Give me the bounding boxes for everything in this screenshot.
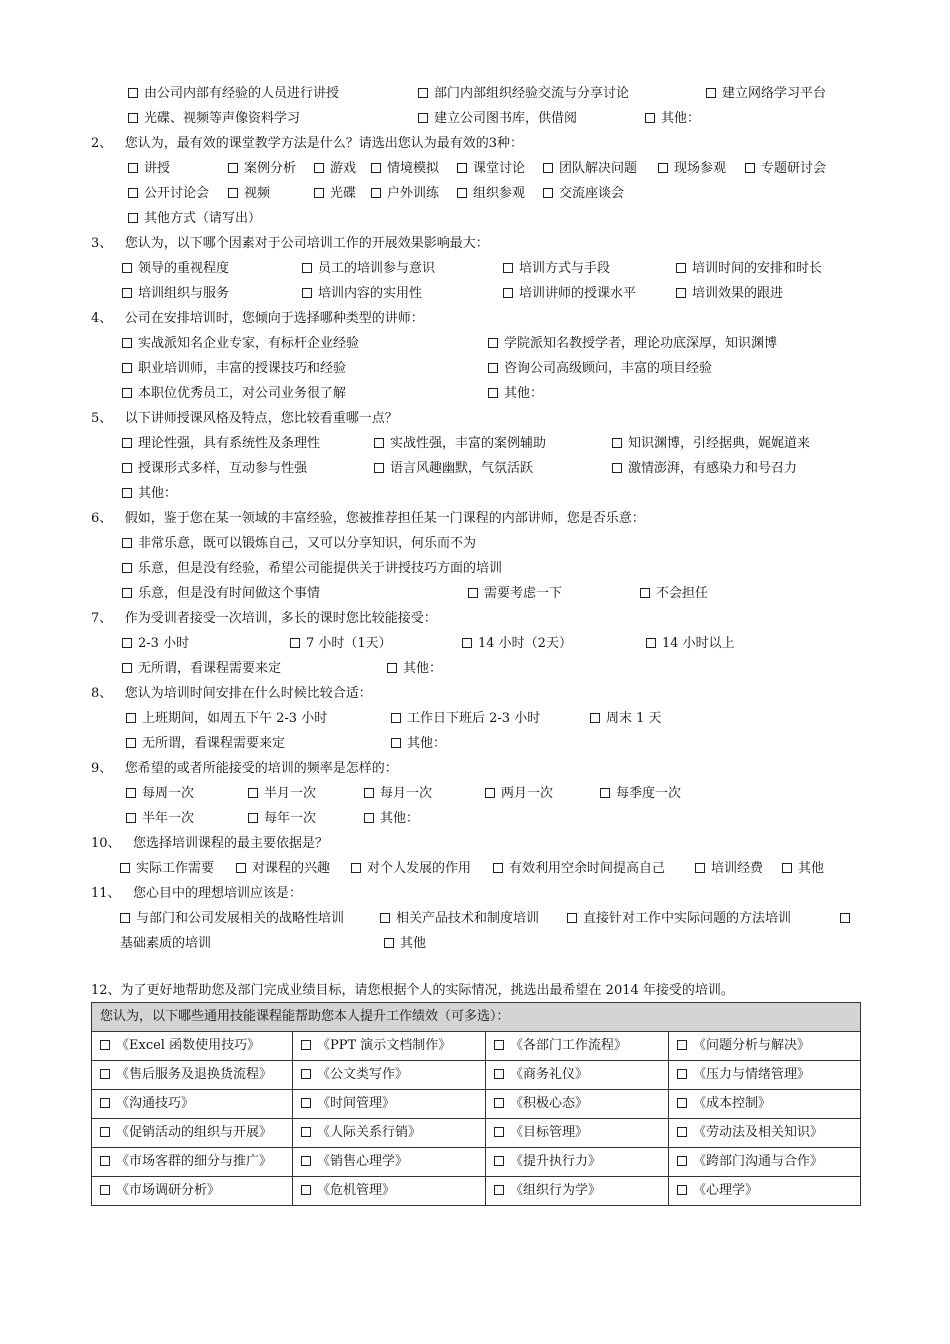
checkbox-icon[interactable] bbox=[387, 663, 397, 673]
checkbox-icon[interactable] bbox=[380, 913, 390, 923]
q5-option[interactable]: 实战性强，丰富的案例辅助 bbox=[374, 435, 546, 453]
q9-option[interactable]: 每年一次 bbox=[248, 810, 316, 828]
checkbox-icon[interactable] bbox=[418, 113, 428, 123]
q6-option[interactable]: 非常乐意，既可以锻炼自己，又可以分享知识，何乐而不为 bbox=[122, 535, 476, 553]
checkbox-icon[interactable] bbox=[290, 638, 300, 648]
course-cell[interactable]: 《各部门工作流程》 bbox=[486, 1032, 669, 1061]
checkbox-icon[interactable] bbox=[391, 713, 401, 723]
checkbox-icon[interactable] bbox=[302, 263, 312, 273]
q10-option[interactable]: 对课程的兴趣 bbox=[236, 860, 330, 878]
checkbox-icon[interactable] bbox=[100, 1127, 110, 1137]
checkbox-icon[interactable] bbox=[494, 1040, 504, 1050]
q9-option[interactable]: 每周一次 bbox=[126, 785, 194, 803]
checkbox-icon[interactable] bbox=[646, 638, 656, 648]
checkbox-icon[interactable] bbox=[677, 1040, 687, 1050]
checkbox-icon[interactable] bbox=[488, 338, 498, 348]
question-10: 10、 您选择培训课程的最主要依据是？ bbox=[91, 836, 328, 851]
q9-option[interactable]: 其他： bbox=[364, 810, 419, 828]
q1-option[interactable]: 由公司内部有经验的人员进行讲授 bbox=[128, 85, 339, 103]
checkbox-icon[interactable] bbox=[301, 1185, 311, 1195]
table-row bbox=[92, 1090, 861, 1119]
q7-option[interactable]: 其他： bbox=[387, 660, 442, 678]
checkbox-icon[interactable] bbox=[503, 263, 513, 273]
q10-option[interactable]: 培训经费 bbox=[695, 860, 763, 878]
question-9: 9、 您希望的或者所能接受的培训的频率是怎样的： bbox=[91, 761, 398, 776]
q1-option[interactable]: 其他： bbox=[645, 110, 700, 128]
q5-option[interactable]: 授课形式多样，互动参与性强 bbox=[122, 460, 307, 478]
checkbox-icon[interactable] bbox=[567, 913, 577, 923]
checkbox-icon[interactable] bbox=[364, 788, 374, 798]
checkbox-icon[interactable] bbox=[301, 1040, 311, 1050]
table-row bbox=[92, 1032, 861, 1061]
checkbox-icon[interactable] bbox=[543, 163, 553, 173]
checkbox-icon[interactable] bbox=[228, 188, 238, 198]
q4-option[interactable]: 其他： bbox=[488, 385, 543, 403]
checkbox-icon[interactable] bbox=[122, 438, 132, 448]
checkbox-icon[interactable] bbox=[503, 288, 513, 298]
checkbox-icon[interactable] bbox=[677, 1127, 687, 1137]
checkbox-icon[interactable] bbox=[676, 263, 686, 273]
q1-option[interactable]: 部门内部组织经验交流与分享讨论 bbox=[418, 85, 629, 103]
course-cell[interactable]: 《心理学》 bbox=[669, 1177, 861, 1206]
q2-option[interactable]: 专题研讨会 bbox=[745, 160, 826, 178]
q7-option[interactable]: 无所谓，看课程需要来定 bbox=[122, 660, 281, 678]
checkbox-icon[interactable] bbox=[677, 1185, 687, 1195]
q11-option-label: 基础素质的培训 bbox=[120, 936, 212, 951]
q3-option[interactable]: 培训组织与服务 bbox=[122, 285, 229, 303]
q11-option[interactable]: 其他 bbox=[384, 935, 426, 953]
q8-option[interactable]: 周末 1 天 bbox=[590, 710, 662, 728]
table-row bbox=[92, 1148, 861, 1177]
q11-option[interactable]: 直接针对工作中实际问题的方法培训 bbox=[567, 910, 791, 928]
q6-option[interactable]: 乐意，但是没有时间做这个事情 bbox=[122, 585, 320, 603]
checkbox-icon[interactable] bbox=[612, 438, 622, 448]
checkbox-icon[interactable] bbox=[122, 463, 132, 473]
checkbox-icon[interactable] bbox=[128, 88, 138, 98]
q2-option[interactable]: 讲授 bbox=[128, 160, 170, 178]
checkbox-icon[interactable] bbox=[590, 713, 600, 723]
course-cell[interactable]: 《商务礼仪》 bbox=[486, 1061, 669, 1090]
checkbox-icon[interactable] bbox=[126, 713, 136, 723]
q9-option[interactable]: 半年一次 bbox=[126, 810, 194, 828]
checkbox-icon[interactable] bbox=[122, 363, 132, 373]
checkbox-icon[interactable] bbox=[122, 263, 132, 273]
checkbox-icon[interactable] bbox=[301, 1156, 311, 1166]
course-cell[interactable]: 《跨部门沟通与合作》 bbox=[669, 1148, 861, 1177]
question-3: 3、 您认为，以下哪个因素对于公司培训工作的开展效果影响最大： bbox=[91, 236, 489, 251]
checkbox-icon[interactable] bbox=[658, 163, 668, 173]
question-12: 12、为了更好地帮助您及部门完成业绩目标，请您根据个人的实际情况，挑选出最希望在 2014 年接受的培训。 bbox=[91, 983, 734, 998]
checkbox-icon[interactable] bbox=[677, 1098, 687, 1108]
course-cell[interactable]: 《组织行为学》 bbox=[486, 1177, 669, 1206]
course-cell[interactable]: 《问题分析与解决》 bbox=[669, 1032, 861, 1061]
training-course-table bbox=[91, 1002, 861, 1206]
checkbox-icon[interactable] bbox=[493, 863, 503, 873]
checkbox-icon[interactable] bbox=[706, 88, 716, 98]
course-cell[interactable]: 《PPT 演示文档制作》 bbox=[293, 1032, 486, 1061]
checkbox-icon[interactable] bbox=[122, 563, 132, 573]
checkbox-icon[interactable] bbox=[120, 863, 130, 873]
checkbox-icon[interactable] bbox=[676, 288, 686, 298]
course-cell[interactable]: 《时间管理》 bbox=[293, 1090, 486, 1119]
q5-option[interactable]: 激情澎湃，有感染力和号召力 bbox=[612, 460, 797, 478]
checkbox-icon[interactable] bbox=[418, 88, 428, 98]
checkbox-icon[interactable] bbox=[128, 163, 138, 173]
checkbox-icon[interactable] bbox=[494, 1098, 504, 1108]
q11-option-checkbox[interactable] bbox=[840, 910, 856, 928]
q6-option[interactable]: 不会担任 bbox=[640, 585, 708, 603]
course-cell[interactable]: 《危机管理》 bbox=[293, 1177, 486, 1206]
q3-option[interactable]: 培训内容的实用性 bbox=[302, 285, 422, 303]
q3-option[interactable]: 培训时间的安排和时长 bbox=[676, 260, 822, 278]
q1-option[interactable]: 建立网络学习平台 bbox=[706, 85, 826, 103]
q10-option[interactable]: 其他 bbox=[782, 860, 824, 878]
checkbox-icon[interactable] bbox=[122, 288, 132, 298]
q6-option[interactable]: 乐意，但是没有经验，希望公司能提供关于讲授技巧方面的培训 bbox=[122, 560, 502, 578]
q7-option[interactable]: 2-3 小时 bbox=[122, 635, 189, 653]
checkbox-icon[interactable] bbox=[745, 163, 755, 173]
checkbox-icon[interactable] bbox=[677, 1156, 687, 1166]
checkbox-icon[interactable] bbox=[374, 463, 384, 473]
q5-option[interactable]: 语言风趣幽默，气氛活跃 bbox=[374, 460, 533, 478]
course-cell[interactable]: 《售后服务及退换货流程》 bbox=[92, 1061, 293, 1090]
checkbox-icon[interactable] bbox=[122, 538, 132, 548]
q2-option[interactable]: 户外训练 bbox=[371, 185, 439, 203]
q4-option[interactable]: 咨询公司高级顾问，丰富的项目经验 bbox=[488, 360, 712, 378]
checkbox-icon[interactable] bbox=[248, 788, 258, 798]
course-cell[interactable]: 《促销活动的组织与开展》 bbox=[92, 1119, 293, 1148]
checkbox-icon[interactable] bbox=[677, 1069, 687, 1079]
checkbox-icon[interactable] bbox=[391, 738, 401, 748]
checkbox-icon[interactable] bbox=[462, 638, 472, 648]
checkbox-icon[interactable] bbox=[120, 913, 130, 923]
checkbox-icon[interactable] bbox=[126, 738, 136, 748]
checkbox-icon[interactable] bbox=[640, 588, 650, 598]
q10-option[interactable]: 实际工作需要 bbox=[120, 860, 214, 878]
checkbox-icon[interactable] bbox=[468, 588, 478, 598]
course-cell[interactable]: 《公文类写作》 bbox=[293, 1061, 486, 1090]
checkbox-icon[interactable] bbox=[122, 663, 132, 673]
checkbox-icon[interactable] bbox=[100, 1098, 110, 1108]
q4-option[interactable]: 本职位优秀员工，对公司业务很了解 bbox=[122, 385, 346, 403]
checkbox-icon[interactable] bbox=[351, 863, 361, 873]
q9-option[interactable]: 两月一次 bbox=[485, 785, 553, 803]
checkbox-icon[interactable] bbox=[488, 388, 498, 398]
q2-option[interactable]: 其他方式（请写出） bbox=[128, 210, 261, 228]
q2-option[interactable]: 交流座谈会 bbox=[543, 185, 624, 203]
checkbox-icon[interactable] bbox=[228, 163, 238, 173]
q5-option[interactable]: 其他： bbox=[122, 485, 177, 503]
checkbox-icon[interactable] bbox=[494, 1069, 504, 1079]
table-header: 您认为，以下哪些通用技能课程能帮助您本人提升工作绩效（可多选）： bbox=[92, 1003, 861, 1032]
q4-option[interactable]: 实战派知名企业专家，有标杆企业经验 bbox=[122, 335, 359, 353]
course-cell[interactable]: 《销售心理学》 bbox=[293, 1148, 486, 1177]
checkbox-icon[interactable] bbox=[494, 1156, 504, 1166]
checkbox-icon[interactable] bbox=[122, 638, 132, 648]
q10-option[interactable]: 对个人发展的作用 bbox=[351, 860, 471, 878]
q3-option[interactable]: 培训方式与手段 bbox=[503, 260, 610, 278]
checkbox-icon[interactable] bbox=[494, 1127, 504, 1137]
q8-option[interactable]: 无所谓，看课程需要来定 bbox=[126, 735, 285, 753]
question-11: 11、 您心目中的理想培训应该是： bbox=[91, 886, 302, 901]
course-cell[interactable]: 《提升执行力》 bbox=[486, 1148, 669, 1177]
q2-option[interactable]: 游戏 bbox=[314, 160, 356, 178]
checkbox-icon[interactable] bbox=[100, 1156, 110, 1166]
checkbox-icon[interactable] bbox=[122, 338, 132, 348]
q7-option[interactable]: 7 小时（1天） bbox=[290, 635, 392, 653]
q2-option[interactable]: 案例分析 bbox=[228, 160, 296, 178]
checkbox-icon[interactable] bbox=[840, 913, 850, 923]
q2-option[interactable]: 公开讨论会 bbox=[128, 185, 209, 203]
checkbox-icon[interactable] bbox=[126, 813, 136, 823]
question-8: 8、 您认为培训时间安排在什么时候比较合适： bbox=[91, 686, 372, 701]
checkbox-icon[interactable] bbox=[645, 113, 655, 123]
checkbox-icon[interactable] bbox=[302, 288, 312, 298]
checkbox-icon[interactable] bbox=[371, 163, 381, 173]
q8-option[interactable]: 工作日下班后 2-3 小时 bbox=[391, 710, 540, 728]
q4-option[interactable]: 学院派知名教授学者，理论功底深厚，知识渊博 bbox=[488, 335, 777, 353]
checkbox-icon[interactable] bbox=[100, 1069, 110, 1079]
question-7: 7、 作为受训者接受一次培训，多长的课时您比较能接受： bbox=[91, 611, 437, 626]
checkbox-icon[interactable] bbox=[371, 188, 381, 198]
checkbox-icon[interactable] bbox=[122, 588, 132, 598]
q2-option[interactable]: 现场参观 bbox=[658, 160, 726, 178]
course-cell[interactable]: 《目标管理》 bbox=[486, 1119, 669, 1148]
q3-option[interactable]: 培训讲师的授课水平 bbox=[503, 285, 636, 303]
q8-option[interactable]: 上班期间，如周五下午 2-3 小时 bbox=[126, 710, 327, 728]
q9-option[interactable]: 每季度一次 bbox=[600, 785, 681, 803]
checkbox-icon[interactable] bbox=[384, 938, 394, 948]
checkbox-icon[interactable] bbox=[301, 1127, 311, 1137]
q3-option[interactable]: 培训效果的跟进 bbox=[676, 285, 783, 303]
course-cell[interactable]: 《Excel 函数使用技巧》 bbox=[92, 1032, 293, 1061]
q2-option[interactable]: 组织参观 bbox=[457, 185, 525, 203]
checkbox-icon[interactable] bbox=[100, 1040, 110, 1050]
checkbox-icon[interactable] bbox=[457, 163, 467, 173]
q2-option[interactable]: 视频 bbox=[228, 185, 270, 203]
checkbox-icon[interactable] bbox=[314, 188, 324, 198]
course-cell[interactable]: 《成本控制》 bbox=[669, 1090, 861, 1119]
checkbox-icon[interactable] bbox=[100, 1185, 110, 1195]
checkbox-icon[interactable] bbox=[374, 438, 384, 448]
q2-option[interactable]: 光碟 bbox=[314, 185, 356, 203]
checkbox-icon[interactable] bbox=[485, 788, 495, 798]
course-cell[interactable]: 《市场调研分析》 bbox=[92, 1177, 293, 1206]
course-cell[interactable]: 《积极心态》 bbox=[486, 1090, 669, 1119]
checkbox-icon[interactable] bbox=[695, 863, 705, 873]
checkbox-icon[interactable] bbox=[301, 1098, 311, 1108]
q4-option[interactable]: 职业培训师，丰富的授课技巧和经验 bbox=[122, 360, 346, 378]
q6-option[interactable]: 需要考虑一下 bbox=[468, 585, 562, 603]
checkbox-icon[interactable] bbox=[122, 388, 132, 398]
course-cell[interactable]: 《劳动法及相关知识》 bbox=[669, 1119, 861, 1148]
checkbox-icon[interactable] bbox=[457, 188, 467, 198]
q3-option[interactable]: 员工的培训参与意识 bbox=[302, 260, 435, 278]
q11-option[interactable]: 与部门和公司发展相关的战略性培训 bbox=[120, 910, 344, 928]
checkbox-icon[interactable] bbox=[494, 1185, 504, 1195]
table-row bbox=[92, 1177, 861, 1206]
checkbox-icon[interactable] bbox=[364, 813, 374, 823]
checkbox-icon[interactable] bbox=[128, 188, 138, 198]
q9-option[interactable]: 每月一次 bbox=[364, 785, 432, 803]
question-5: 5、 以下讲师授课风格及特点，您比较看重哪一点？ bbox=[91, 411, 398, 426]
checkbox-icon[interactable] bbox=[782, 863, 792, 873]
checkbox-icon[interactable] bbox=[612, 463, 622, 473]
course-cell[interactable]: 《沟通技巧》 bbox=[92, 1090, 293, 1119]
q3-option[interactable]: 领导的重视程度 bbox=[122, 260, 229, 278]
q9-option[interactable]: 半月一次 bbox=[248, 785, 316, 803]
q2-option[interactable]: 团队解决问题 bbox=[543, 160, 637, 178]
q1-option[interactable]: 建立公司图书库，供借阅 bbox=[418, 110, 577, 128]
table-row bbox=[92, 1061, 861, 1090]
checkbox-icon[interactable] bbox=[600, 788, 610, 798]
checkbox-icon[interactable] bbox=[128, 213, 138, 223]
course-cell[interactable]: 《人际关系行销》 bbox=[293, 1119, 486, 1148]
checkbox-icon[interactable] bbox=[301, 1069, 311, 1079]
question-4: 4、 公司在安排培训时，您倾向于选择哪种类型的讲师： bbox=[91, 311, 424, 326]
checkbox-icon[interactable] bbox=[122, 488, 132, 498]
q7-option[interactable]: 14 小时以上 bbox=[646, 635, 735, 653]
question-6: 6、 假如，鉴于您在某一领域的丰富经验，您被推荐担任某一门课程的内部讲师，您是否乐意： bbox=[91, 511, 645, 526]
q5-option[interactable]: 知识渊博，引经据典，娓娓道来 bbox=[612, 435, 810, 453]
q10-option[interactable]: 有效利用空余时间提高自己 bbox=[493, 860, 665, 878]
q8-option[interactable]: 其他： bbox=[391, 735, 446, 753]
checkbox-icon[interactable] bbox=[314, 163, 324, 173]
q5-option[interactable]: 理论性强，具有系统性及条理性 bbox=[122, 435, 320, 453]
q11-option[interactable]: 相关产品技术和制度培训 bbox=[380, 910, 539, 928]
q1-option[interactable]: 光碟、视频等声像资料学习 bbox=[128, 110, 300, 128]
checkbox-icon[interactable] bbox=[236, 863, 246, 873]
table-row bbox=[92, 1119, 861, 1148]
checkbox-icon[interactable] bbox=[248, 813, 258, 823]
q7-option[interactable]: 14 小时（2天） bbox=[462, 635, 572, 653]
q2-option[interactable]: 课堂讨论 bbox=[457, 160, 525, 178]
checkbox-icon[interactable] bbox=[543, 188, 553, 198]
course-cell[interactable]: 《市场客群的细分与推广》 bbox=[92, 1148, 293, 1177]
question-2: 2、 您认为，最有效的课堂教学方法是什么？请选出您认为最有效的3种： bbox=[91, 136, 523, 151]
q2-option[interactable]: 情境模拟 bbox=[371, 160, 439, 178]
checkbox-icon[interactable] bbox=[126, 788, 136, 798]
checkbox-icon[interactable] bbox=[128, 113, 138, 123]
checkbox-icon[interactable] bbox=[488, 363, 498, 373]
course-cell[interactable]: 《压力与情绪管理》 bbox=[669, 1061, 861, 1090]
